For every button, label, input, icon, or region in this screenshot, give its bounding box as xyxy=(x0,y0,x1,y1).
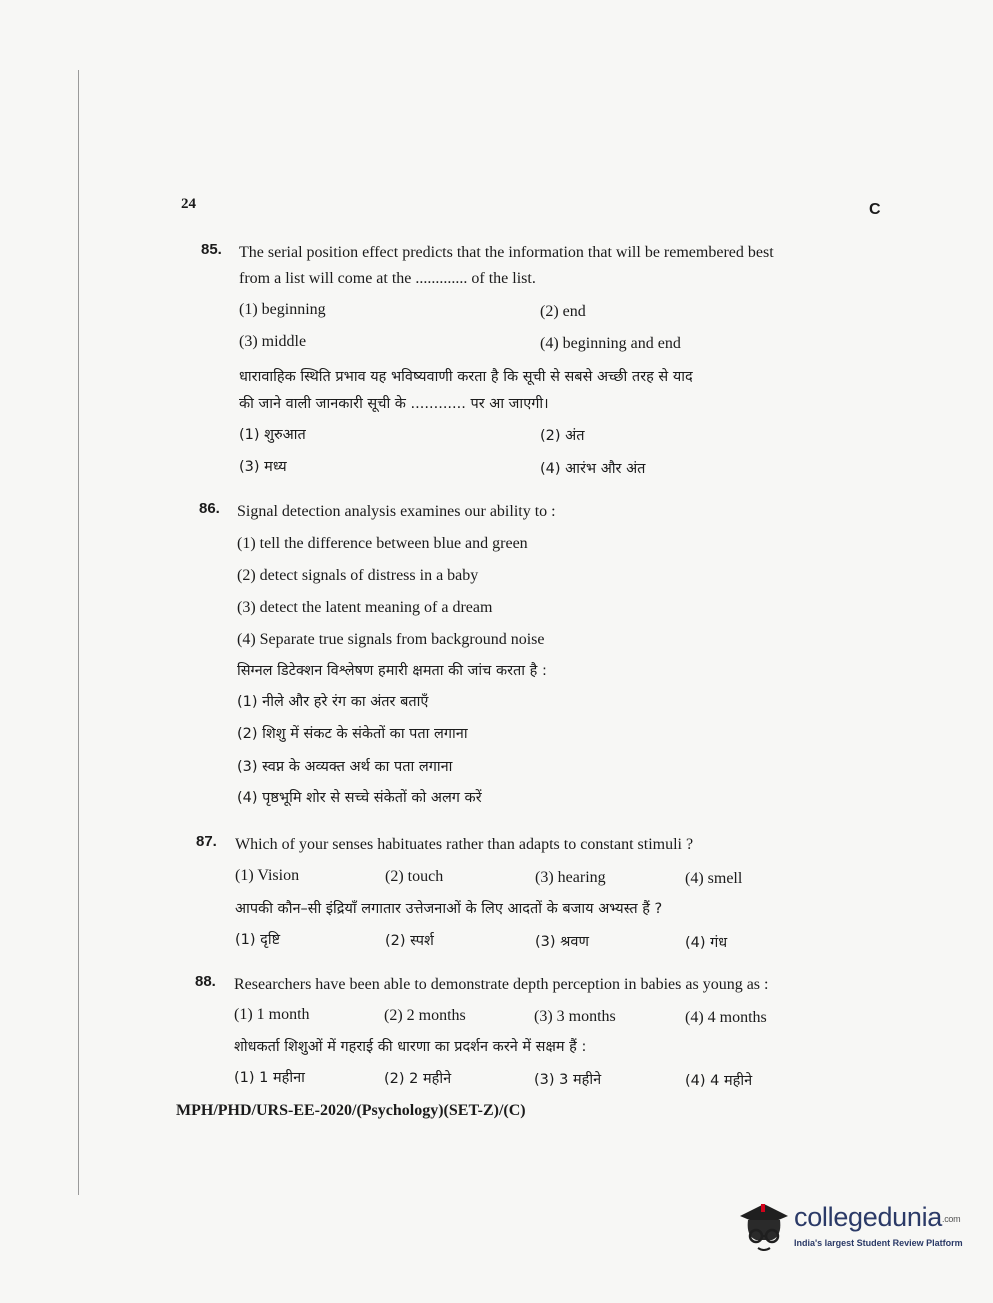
option-en: (1) beginning xyxy=(239,301,326,318)
question-number: 87. xyxy=(196,833,217,850)
option-en: (4) Separate true signals from background noise xyxy=(237,631,545,648)
option-hi: (2) स्पर्श xyxy=(385,933,434,949)
question-number: 88. xyxy=(195,973,216,990)
option-en: (4) 4 months xyxy=(685,1009,767,1026)
question-text-en: Researchers have been able to demonstrate depth perception in babies as young as : xyxy=(234,976,769,993)
question-text-hi: धारावाहिक स्थिति प्रभाव यह भविष्यवाणी करता है कि सूची से सबसे अच्छी तरह से याद xyxy=(239,369,693,385)
logo-suffix: .com xyxy=(942,1213,961,1224)
option-en: (4) smell xyxy=(685,870,743,887)
option-hi: (3) स्वप्न के अव्यक्त अर्थ का पता लगाना xyxy=(237,759,453,775)
question-text-en: Signal detection analysis examines our ability to : xyxy=(237,503,556,520)
option-hi: (2) 2 महीने xyxy=(384,1071,452,1087)
question-text-hi: सिग्नल डिटेक्शन विश्लेषण हमारी क्षमता की जांच करता है : xyxy=(237,663,547,679)
option-en: (3) middle xyxy=(239,333,307,350)
option-en: (3) detect the latent meaning of a dream xyxy=(237,599,493,616)
logo-wordmark: collegedunia xyxy=(794,1202,943,1232)
option-hi: (4) गंध xyxy=(685,935,728,951)
option-hi: (3) मध्य xyxy=(239,459,287,475)
option-en: (3) 3 months xyxy=(534,1008,616,1025)
option-hi: (4) आरंभ और अंत xyxy=(540,461,646,477)
paper-code-footer: MPH/PHD/URS-EE-2020/(Psychology)(SET-Z)/(C) xyxy=(176,1102,526,1119)
question-text-hi: आपकी कौन–सी इंद्रियाँ लगातार उत्तेजनाओं के लिए आदतों के बजाय अभ्यस्त हैं ? xyxy=(235,901,663,917)
option-hi: (3) श्रवण xyxy=(535,934,589,950)
question-number: 86. xyxy=(199,500,220,517)
option-en: (3) hearing xyxy=(535,869,606,886)
option-hi: (4) पृष्ठभूमि शोर से सच्चे संकेतों को अलग करें xyxy=(237,790,482,806)
page-margin-line xyxy=(78,70,79,1195)
option-hi: (1) नीले और हरे रंग का अंतर बताएँ xyxy=(237,694,429,710)
question-text-hi: की जाने वाली जानकारी सूची के ............ पर आ जाएगी। xyxy=(239,396,549,412)
option-en: (1) Vision xyxy=(235,867,300,884)
option-hi: (1) दृष्टि xyxy=(235,932,281,948)
option-en: (1) tell the difference between blue and green xyxy=(237,535,528,552)
option-hi: (4) 4 महीने xyxy=(685,1073,753,1089)
option-en: (4) beginning and end xyxy=(540,335,681,352)
option-en: (1) 1 month xyxy=(234,1006,310,1023)
set-code: C xyxy=(869,201,881,218)
option-hi: (2) शिशु में संकट के संकेतों का पता लगाना xyxy=(237,726,468,742)
option-en: (2) touch xyxy=(385,868,444,885)
question-number: 85. xyxy=(201,241,222,258)
option-en: (2) 2 months xyxy=(384,1007,466,1024)
option-hi: (2) अंत xyxy=(540,428,585,444)
question-text-en: from a list will come at the ............. of the list. xyxy=(239,270,536,287)
logo-tagline: India's largest Student Review Platform xyxy=(794,1238,963,1248)
question-text-en: The serial position effect predicts that the information that will be remembered best xyxy=(239,244,774,261)
question-text-en: Which of your senses habituates rather than adapts to constant stimuli ? xyxy=(235,836,694,853)
option-hi: (1) शुरुआत xyxy=(239,427,306,443)
option-hi: (3) 3 महीने xyxy=(534,1072,602,1088)
student-mascot-icon xyxy=(734,1196,792,1254)
page-number: 24 xyxy=(181,196,196,212)
question-text-hi: शोधकर्ता शिशुओं में गहराई की धारणा का प्रदर्शन करने में सक्षम हैं : xyxy=(234,1039,587,1055)
option-en: (2) detect signals of distress in a baby xyxy=(237,567,479,584)
option-en: (2) end xyxy=(540,303,586,320)
collegedunia-logo xyxy=(734,1196,964,1256)
option-hi: (1) 1 महीना xyxy=(234,1070,305,1086)
